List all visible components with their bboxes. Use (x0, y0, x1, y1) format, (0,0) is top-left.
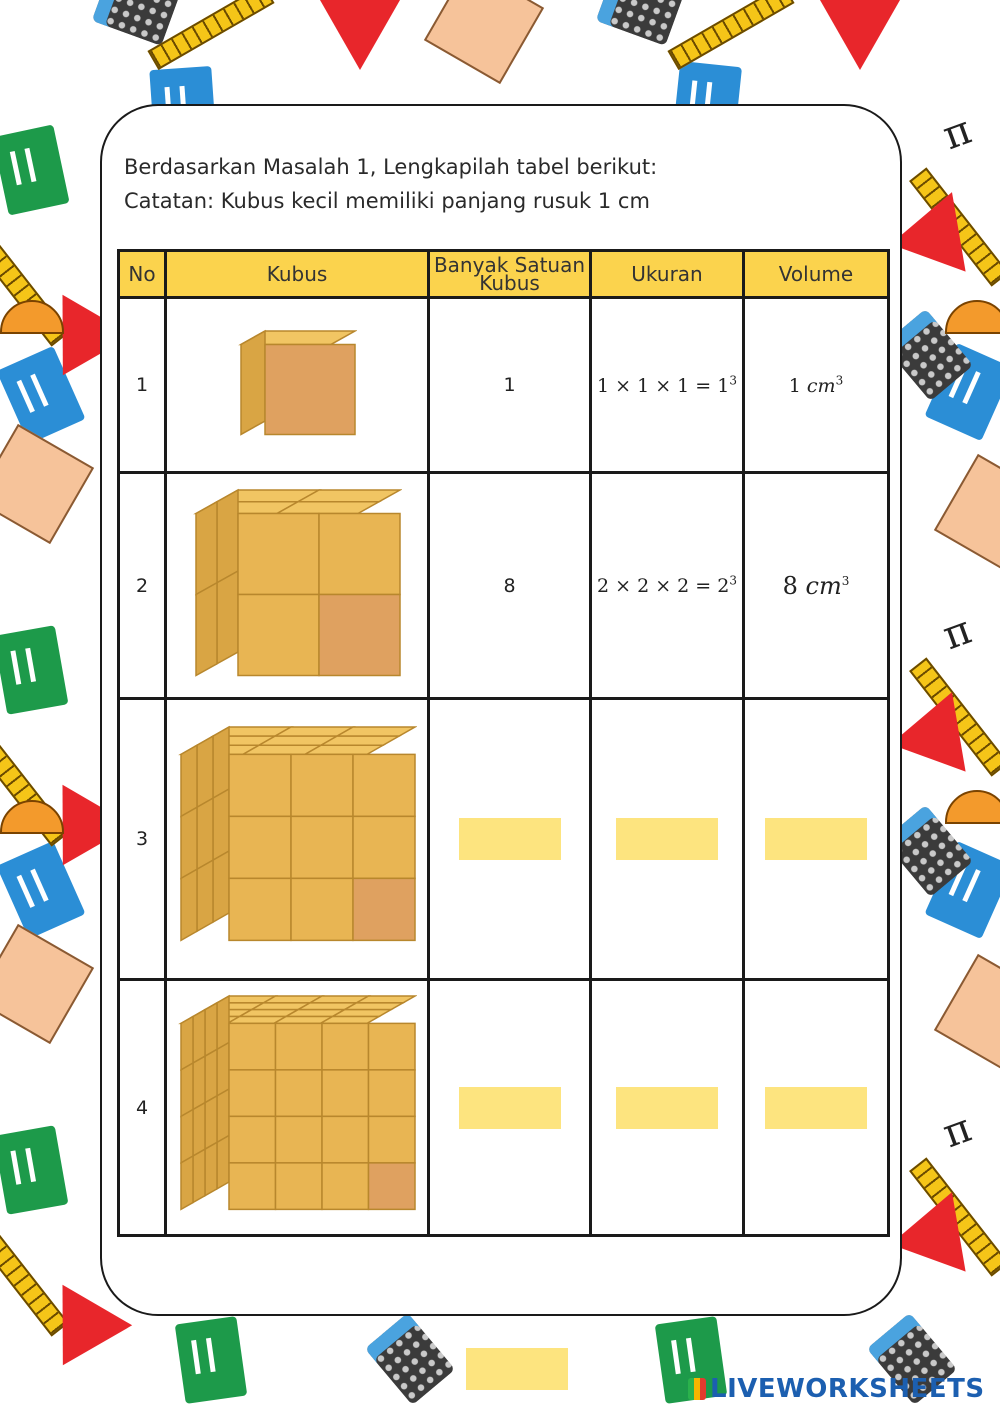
unit-cube-highlight (369, 1162, 416, 1209)
dimension-formula (591, 298, 744, 473)
set-square-icon (320, 0, 400, 70)
volume-number: 8 (782, 571, 806, 600)
volume-input[interactable] (765, 818, 867, 860)
instruction-line: Berdasarkan Masalah 1, Lengkapilah tabel berikut: (124, 155, 658, 179)
volume-cell (744, 699, 889, 980)
dimension-input[interactable] (616, 818, 718, 860)
cube-side-face (217, 996, 229, 1049)
volume-unit: cm (805, 571, 842, 600)
calculator-icon (365, 1313, 455, 1406)
row-number: 2 (119, 473, 166, 699)
dimension-base: 2 × 2 × 2 = 2 (597, 575, 730, 598)
book-icon (0, 1125, 68, 1215)
instructions (124, 150, 657, 218)
table-row (119, 473, 889, 699)
cube-side-face (196, 582, 217, 675)
book-icon (175, 1316, 248, 1404)
pi-icon: π (936, 606, 978, 660)
calculator-icon (596, 0, 685, 46)
cube-top-face (345, 1002, 404, 1009)
protractor-icon (945, 790, 1000, 824)
cube-front-face (276, 1162, 323, 1209)
cube-side-face (213, 727, 229, 798)
cube-top-face (333, 1009, 392, 1016)
cube-side-face (213, 851, 229, 922)
cube-side-face (213, 789, 229, 860)
cube-cell (166, 298, 429, 473)
volume-table (117, 249, 890, 1237)
cube-side-face (205, 1002, 217, 1055)
cube-side-face (181, 1063, 193, 1116)
unit-cube-highlight (319, 594, 400, 675)
header-ukuran: Ukuran (591, 251, 744, 298)
cube-side-face (217, 1135, 229, 1188)
cube-front-face (238, 513, 319, 594)
cube-side-face (205, 1142, 217, 1195)
volume-unit: cm (806, 374, 836, 397)
cube-side-face (181, 1109, 193, 1162)
cube-side-face (205, 1095, 217, 1148)
cube-front-face (238, 594, 319, 675)
volume-input[interactable] (765, 1087, 867, 1129)
volume-value (744, 473, 889, 699)
cube-side-face (193, 1009, 205, 1062)
table-row (119, 699, 889, 980)
cube-front-face (276, 1116, 323, 1163)
cube-1x1-image (237, 329, 357, 441)
row-number: 4 (119, 980, 166, 1236)
dimension-cell (591, 699, 744, 980)
cube-top-face (357, 996, 416, 1003)
table-header-row (119, 251, 889, 298)
cube-side-face (196, 501, 217, 594)
set-square-icon (890, 1178, 989, 1271)
cube-side-face (181, 869, 197, 940)
cube-front-face (369, 1116, 416, 1163)
cube-2x2-image (192, 488, 402, 684)
liveworksheets-icon (688, 1378, 706, 1400)
pi-icon: π (936, 106, 978, 160)
unit-count-cell (429, 699, 591, 980)
compass-icon (0, 924, 94, 1044)
unit-cube-highlight (353, 878, 415, 940)
cube-front-face (369, 1023, 416, 1070)
cube-cell (166, 699, 429, 980)
unit-count-cell (429, 980, 591, 1236)
unit-count-input[interactable] (459, 818, 561, 860)
cube-4x4-image (177, 994, 417, 1222)
unit-count-input[interactable] (459, 1087, 561, 1129)
dimension-input[interactable] (616, 1087, 718, 1129)
book-icon (0, 124, 70, 215)
unit-count: 8 (429, 473, 591, 699)
row-number: 1 (119, 298, 166, 473)
cube-front-face (322, 1023, 369, 1070)
cube-side-face (217, 1042, 229, 1095)
header-kubus: Kubus (166, 251, 429, 298)
volume-cell (744, 980, 889, 1236)
cube-front-face (276, 1069, 323, 1116)
cube-side-face (217, 1089, 229, 1142)
cube-side-face (181, 745, 197, 816)
set-square-icon (890, 678, 989, 771)
compass-icon (0, 424, 94, 544)
brand-name: LIVEWORKSHEETS (710, 1374, 985, 1404)
cube-side-face (205, 1049, 217, 1102)
header-banyak-satuan-kubus: Banyak Satuan Kubus (429, 251, 591, 298)
volume-value (744, 298, 889, 473)
cube-front-face (229, 1162, 276, 1209)
cube-side-face (193, 1149, 205, 1202)
cube-front-face (369, 1069, 416, 1116)
cube-front-face (353, 816, 415, 878)
compass-icon (424, 0, 544, 84)
cube-side-face (217, 490, 238, 583)
volume-exponent: 3 (841, 573, 850, 588)
cube-side-face (197, 736, 213, 807)
unit-cube-highlight (265, 344, 355, 434)
cube-side-face (197, 798, 213, 869)
cube-front-face (322, 1069, 369, 1116)
cube-side-face (241, 331, 265, 434)
dimension-exponent: 3 (729, 573, 737, 588)
cube-front-face (322, 1116, 369, 1163)
dimension-exponent: 3 (729, 373, 737, 388)
cube-cell (166, 980, 429, 1236)
cube-front-face (291, 816, 353, 878)
dimension-cell (591, 980, 744, 1236)
compass-icon (934, 954, 1000, 1074)
cube-front-face (322, 1162, 369, 1209)
dimension-formula (591, 473, 744, 699)
row-number: 3 (119, 699, 166, 980)
cube-side-face (217, 571, 238, 664)
volume-exponent: 3 (835, 373, 844, 388)
cube-front-face (319, 513, 400, 594)
liveworksheets-logo (688, 1374, 985, 1404)
cube-front-face (229, 816, 291, 878)
compass-icon (934, 454, 1000, 574)
cube-side-face (193, 1056, 205, 1109)
pi-icon: π (936, 1104, 978, 1158)
cube-front-face (291, 754, 353, 816)
set-square-icon (820, 0, 900, 70)
extra-answer-input[interactable] (466, 1348, 568, 1390)
cube-front-face (229, 1023, 276, 1070)
cube-side-face (181, 1016, 193, 1069)
book-icon (0, 625, 68, 715)
cube-side-face (181, 807, 197, 878)
cube-front-face (229, 1116, 276, 1163)
cube-front-face (229, 878, 291, 940)
cube-3x3-image (177, 725, 417, 953)
header-volume: Volume (744, 251, 889, 298)
cube-front-face (353, 754, 415, 816)
header-no: No (119, 251, 166, 298)
dimension-base: 1 × 1 × 1 = 1 (597, 374, 730, 397)
table-row (119, 980, 889, 1236)
cube-side-face (181, 1156, 193, 1209)
protractor-icon (945, 300, 1000, 334)
cube-front-face (291, 878, 353, 940)
table-row (119, 298, 889, 473)
cube-side-face (197, 860, 213, 931)
cube-side-face (193, 1102, 205, 1155)
volume-number: 1 (788, 374, 807, 397)
cube-top-face (321, 1016, 380, 1023)
ruler-icon (667, 0, 794, 70)
cube-front-face (229, 754, 291, 816)
note-line: Catatan: Kubus kecil memiliki panjang rusuk 1 cm (124, 189, 650, 213)
cube-front-face (276, 1023, 323, 1070)
cube-front-face (229, 1069, 276, 1116)
unit-count: 1 (429, 298, 591, 473)
cube-cell (166, 473, 429, 699)
